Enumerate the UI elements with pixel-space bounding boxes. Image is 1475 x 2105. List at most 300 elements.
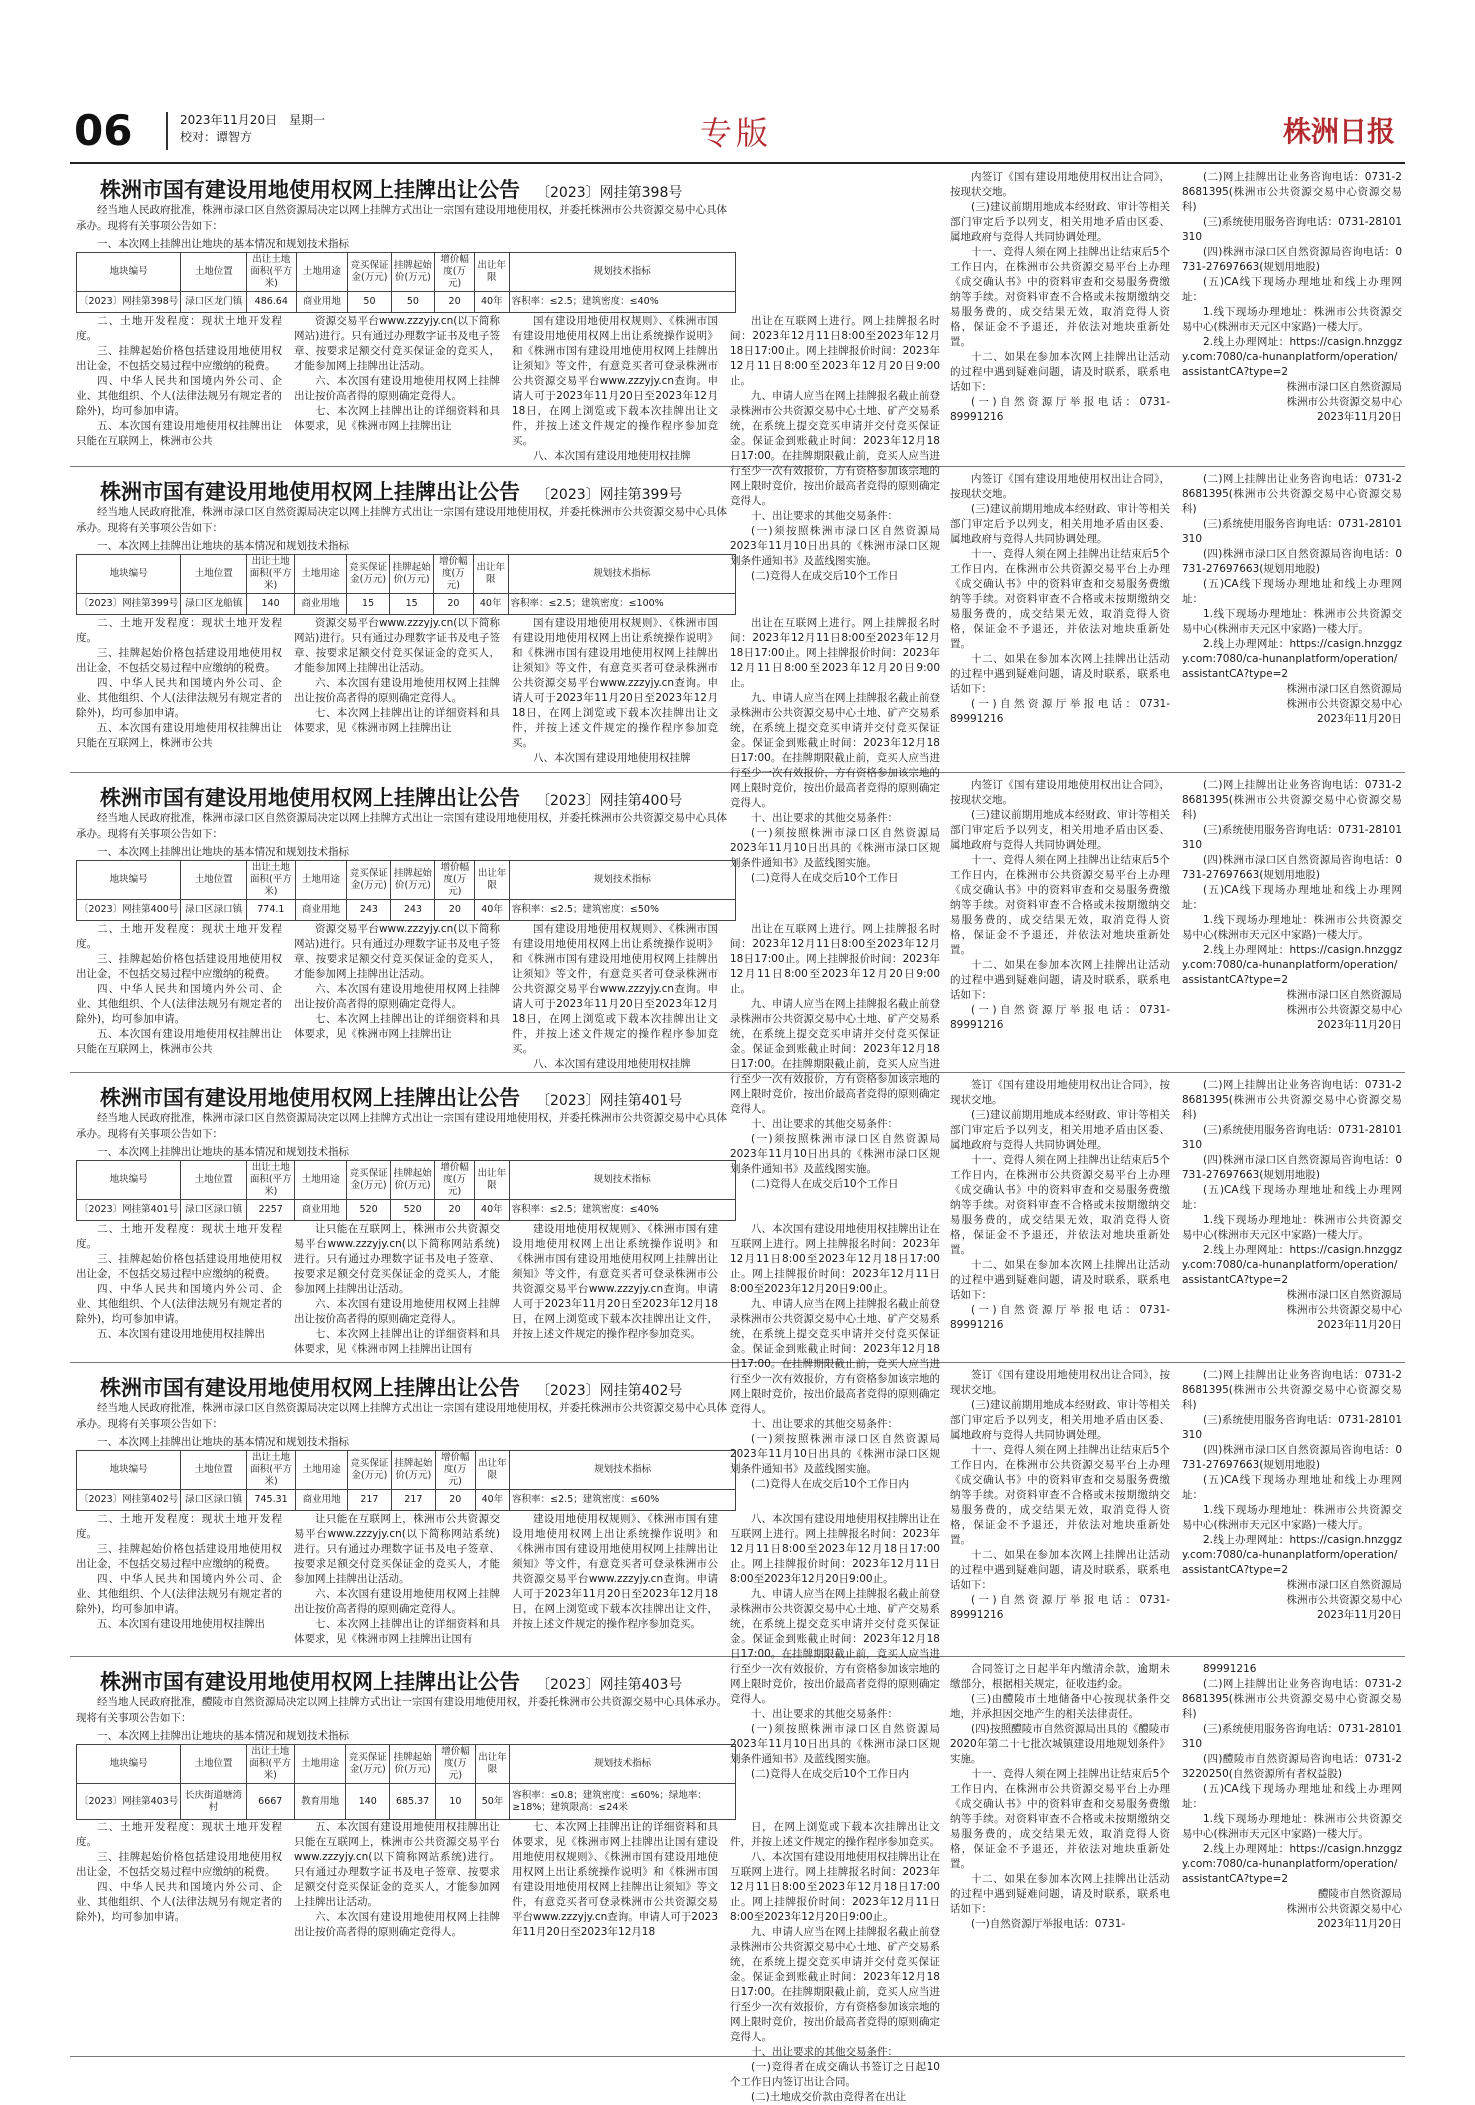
contact-text	[1182, 1368, 1402, 1578]
table-header: 地块编号	[77, 253, 181, 292]
notice-title	[100, 1372, 682, 1402]
table-header: 挂牌起始价(万元)	[391, 253, 434, 292]
notice-intro: 经当地人民政府批准，株洲市渌口区自然资源局决定以网上挂牌方式出让一宗国有建设用地使用权，并委托株洲市公共资源交易中心具体承办。现将有关事项公告如下：	[76, 204, 727, 232]
paragraph: (四)株洲市渌口区自然资源局咨询电话：0731-27697663(规划用地股)	[1182, 1444, 1402, 1471]
paragraph: 八、本次国有建设用地使用权挂牌	[533, 1058, 691, 1070]
table-header: 土地位置	[181, 1745, 246, 1784]
table-cell: 商业用地	[295, 900, 347, 921]
table-cell: 50年	[475, 1784, 509, 1820]
paragraph: (三)系统使用服务咨询电话：0731-28101310	[1182, 1723, 1402, 1750]
paragraph: 九、申请人应当在网上挂牌报名截止前登录株洲市公共资源交易中心土地、矿产交易系统，在系统上提交竞买申请并交付竞买保证金。保证金到账截止时间：2023年12月18日17:00。在挂牌期限截止前，竞买人应当进行至少一次有效报价，方有资格参加该宗地的网上限时竞价，按出价最高者竞得的原则确定竞得人。	[730, 1298, 940, 1415]
notice-title-text: 株洲市国有建设用地使用权网上挂牌出让公告	[100, 1376, 520, 1400]
paragraph: (三)系统使用服务咨询电话：0731-28101310	[1182, 216, 1402, 243]
parcel-table	[76, 1450, 736, 1511]
table-header: 地块编号	[77, 861, 181, 900]
notice-title	[100, 782, 682, 812]
body-column-2	[294, 314, 500, 462]
paragraph: 89991216	[1203, 1663, 1257, 1675]
paragraph: (一)须按照株洲市渌口区自然资源局2023年11月10日出具的《株洲市渌口区规划条件通知书》及蓝线图实施。	[730, 1133, 940, 1175]
paragraph: 内签订《国有建设用地使用权出让合同》，按现状交地。	[950, 473, 1170, 500]
table-cell: 容积率：≤2.5；建筑密度：≤40%	[509, 1200, 735, 1221]
table-cell: 长庆街道塘湾村	[181, 1784, 246, 1820]
paragraph: (二)竞得人在成交后10个工作日	[751, 872, 899, 884]
paragraph: 出让在互联网上进行。网上挂牌报名时间：2023年12月11日8:00至2023年12月18日17:00止。网上挂牌报价时间：2023年12月11日8:00至2023年12月20日9:00止。	[730, 617, 940, 689]
body-column-4	[730, 314, 940, 582]
paragraph: 九、申请人应当在网上挂牌报名截止前登录株洲市公共资源交易中心土地、矿产交易系统，在系统上提交竞买申请并交付竞买保证金。保证金到账截止时间：2023年12月18日17:00。在挂牌期限截止前，竞买人应当进行至少一次有效报价，方有资格参加该宗地的网上限时竞价，按出价最高者竞得的原则确定竞得人。	[730, 390, 940, 507]
table-header: 出让年限	[475, 861, 510, 900]
body-column-6	[1182, 1078, 1402, 1360]
table-header: 规划技术指标	[508, 555, 736, 594]
table-cell: 容积率：≤2.5；建筑密度：≤40%	[509, 292, 735, 313]
notice-intro: 经当地人民政府批准，醴陵市自然资源局决定以网上挂牌方式出让一宗国有建设用地使用权，并委托株洲市公共资源交易中心具体承办。现将有关事项公告如下：	[76, 1696, 727, 1724]
paragraph: (二)网上挂牌出让业务咨询电话：0731-28681395(株洲市公共资源交易中心资源交易科)	[1182, 473, 1402, 515]
paragraph: 四、中华人民共和国境内外公司、企业、其他组织、个人(法律法规另有规定者的除外)，均可参加申请。	[76, 1881, 282, 1923]
table-cell: 217	[347, 1490, 391, 1511]
table-header-row	[77, 253, 736, 292]
signature-line: 株洲市渌口区自然资源局	[1286, 381, 1402, 393]
table-header: 地块编号	[77, 1161, 181, 1200]
paragraph: 三、挂牌起始价格包括建设用地使用权出让金，不包括交易过程中应缴纳的税费。	[76, 647, 282, 674]
table-header: 挂牌起始价(万元)	[391, 1161, 435, 1200]
table-header: 挂牌起始价(万元)	[391, 1451, 435, 1490]
signature-line: 株洲市渌口区自然资源局	[1286, 989, 1402, 1001]
section-title: 专版	[700, 114, 773, 152]
paragraph: (一)竞得者在成交确认书签订之日起10个工作日内签订出让合同。	[730, 2061, 940, 2088]
body-column-4	[730, 1820, 940, 2103]
paragraph: 四、中华人民共和国境内外公司、企业、其他组织、个人(法律法规另有规定者的除外)，均可参加申请。	[76, 1283, 282, 1325]
table-cell: 渌口区渌口镇	[181, 900, 247, 921]
paragraph: 出让在互联网上进行。网上挂牌报名时间：2023年12月11日8:00至2023年12月18日17:00止。网上挂牌报价时间：2023年12月11日8:00至2023年12月20日9:00止。	[730, 315, 940, 387]
signature-date: 2023年11月20日	[1317, 1609, 1402, 1621]
paragraph: 资源交易平台www.zzzyjy.cn(以下简称网站)进行。只有通过办理数字证书及电子签章、按要求足额交付竞买保证金的竞买人，才能参加网上挂牌出让活动。	[294, 617, 500, 674]
paragraph: 十、出让要求的其他交易条件：	[751, 1708, 898, 1720]
paragraph: 四、中华人民共和国境内外公司、企业、其他组织、个人(法律法规另有规定者的除外)，均可参加申请。	[76, 375, 282, 417]
paragraph: 三、挂牌起始价格包括建设用地使用权出让金，不包括交易过程中应缴纳的税费。	[76, 953, 282, 980]
body-column-1	[76, 616, 282, 768]
paragraph: (三)由醴陵市土地储备中心按现状条件交地，并承担因交地产生的相关法律责任。	[950, 1693, 1170, 1720]
table-header: 土地位置	[181, 253, 247, 292]
paragraph: (三)系统使用服务咨询电话：0731-28101310	[1182, 1124, 1402, 1151]
table-header: 出让年限	[475, 1161, 510, 1200]
body-column-2	[294, 1820, 500, 2052]
table-cell: 685.37	[390, 1784, 436, 1820]
paragraph: (一)自然资源厅举报电话：0731-89991216	[950, 396, 1170, 423]
body-column-3	[512, 1820, 718, 2052]
table-caption: 一、本次网上挂牌出让地块的基本情况和规划技术指标	[97, 238, 349, 250]
table-cell: 50	[391, 292, 434, 313]
paragraph: 内签订《国有建设用地使用权出让合同》，按现状交地。	[950, 779, 1170, 806]
signature-line: 株洲市公共资源交易中心	[1286, 1004, 1402, 1016]
table-cell: 20	[435, 900, 475, 921]
paragraph: 四、中华人民共和国境内外公司、企业、其他组织、个人(法律法规另有规定者的除外)，均可参加申请。	[76, 677, 282, 719]
table-header: 规划技术指标	[510, 1451, 736, 1490]
table-header-row	[77, 1745, 736, 1784]
paragraph: 1.线下现场办理地址：株洲市公共资源交易中心(株洲市天元区中家路)一楼大厅。	[1182, 608, 1402, 635]
paragraph: (四)株洲市渌口区自然资源局咨询电话：0731-27697663(规划用地股)	[1182, 548, 1402, 575]
paragraph: 十、出让要求的其他交易条件：	[751, 510, 898, 522]
table-header: 土地位置	[181, 555, 247, 594]
paragraph: (五)CA线下现场办理地址和线上办理网址：	[1182, 276, 1402, 303]
table-row	[77, 1784, 736, 1820]
paragraph: 二、土地开发程度：现状土地开发程度。	[76, 1513, 282, 1540]
table-cell: 520	[391, 1200, 435, 1221]
table-cell: 520	[347, 1200, 391, 1221]
table-cell: 容积率：≤0.8；建筑密度：≤60%；绿地率：≥18%；建筑限高：≤24米	[510, 1784, 736, 1820]
paragraph: (一)自然资源厅举报电话：0731-	[971, 1918, 1126, 1930]
notice-intro: 经当地人民政府批准，株洲市渌口区自然资源局决定以网上挂牌方式出让一宗国有建设用地使用权，并委托株洲市公共资源交易中心具体承办。现将有关事项公告如下：	[76, 812, 727, 840]
table-cell: 渌口区龙门镇	[181, 292, 247, 313]
paragraph: (一)自然资源厅举报电话：0731-89991216	[950, 1004, 1170, 1031]
table-cell: 〔2023〕网挂第400号	[77, 900, 181, 921]
table-cell: 容积率：≤2.5；建筑密度：≤50%	[509, 900, 735, 921]
paragraph: (四)株洲市渌口区自然资源局咨询电话：0731-27697663(规划用地股)	[1182, 854, 1402, 881]
paragraph: 六、本次国有建设用地使用权网上挂牌出让按价高者得的原则确定竞得人。	[294, 1911, 500, 1938]
table-cell: 商业用地	[294, 594, 346, 615]
notice-title	[100, 476, 682, 506]
paragraph: 国有建设用地使用权规则》、《株洲市国有建设用地使用权网上出让系统操作说明》和《株洲市国有建设用地使用权网上挂牌出让须知》等文件，有意竞买者可登录株洲市公共资源交易平台www.zzzyjy.cn查询。申请人可于2023年11月20日至2023年12月18日，在网上浏览或下载本次挂牌出让文件，并按上述文件规定的操作程序参加竞买。	[512, 923, 718, 1055]
signature-line: 株洲市公共资源交易中心	[1286, 1304, 1402, 1316]
paragraph: 十一、竞得人须在网上挂牌出让结束后5个工作日内，在株洲市公共资源交易平台上办理《成交确认书》中的资料审查和交易服务费缴纳等手续。对资料审查不合格或未按期缴纳交易服务费的，成交结果无效，取消竞得人资格，保证金不予退还，并依法对地块重新处置。	[950, 1154, 1170, 1256]
body-column-3	[512, 922, 718, 1068]
table-header: 竞买保证金(万元)	[348, 253, 391, 292]
paragraph: (二)竞得人在成交后10个工作日	[751, 570, 899, 582]
paragraph: 出让在互联网上进行。网上挂牌报名时间：2023年12月11日8:00至2023年12月18日17:00止。网上挂牌报价时间：2023年12月11日8:00至2023年12月20日9:00止。	[730, 923, 940, 995]
table-header: 土地用途	[295, 1161, 347, 1200]
paragraph: (一)自然资源厅举报电话：0731-89991216	[950, 698, 1170, 725]
table-caption: 一、本次网上挂牌出让地块的基本情况和规划技术指标	[97, 1730, 349, 1742]
paragraph: 资源交易平台www.zzzyjy.cn(以下简称网站)进行。只有通过办理数字证书及电子签章、按要求足额交付竞买保证金的竞买人，才能参加网上挂牌出让活动。	[294, 315, 500, 372]
table-header: 土地用途	[296, 253, 348, 292]
notice-title-text: 株洲市国有建设用地使用权网上挂牌出让公告	[100, 1670, 520, 1694]
paragraph: (三)建议前期用地成本经财政、审计等相关部门审定后予以列支，相关用地矛盾由区委、属地政府与竞得人共同协调处理。	[950, 503, 1170, 545]
paragraph: 七、本次网上挂牌出让的详细资料和具体要求，见《株洲市网上挂牌出让	[294, 405, 500, 432]
paragraph: 五、本次国有建设用地使用权挂牌出	[97, 1328, 265, 1340]
newspaper-logo: 株洲日报	[1282, 115, 1395, 148]
table-row	[77, 1200, 736, 1221]
table-header: 出让土地面积(平方米)	[247, 555, 295, 594]
signature-date: 2023年11月20日	[1317, 411, 1402, 423]
table-header: 挂牌起始价(万元)	[391, 861, 435, 900]
table-header: 土地用途	[295, 861, 347, 900]
table-cell: 容积率：≤2.5；建筑密度：≤100%	[508, 594, 736, 615]
body-column-5	[950, 1078, 1170, 1358]
table-cell: 243	[347, 900, 391, 921]
paragraph: 1.线下现场办理地址：株洲市公共资源交易中心(株洲市天元区中家路)一楼大厅。	[1182, 306, 1402, 333]
paragraph: 二、土地开发程度：现状土地开发程度。	[76, 1821, 282, 1848]
paragraph: (二)竞得人在成交后10个工作日内	[751, 1478, 910, 1490]
paragraph: 二、土地开发程度：现状土地开发程度。	[76, 1223, 282, 1250]
table-cell: 40年	[475, 1200, 510, 1221]
paragraph: 八、本次国有建设用地使用权挂牌	[533, 752, 691, 764]
contact-text	[1182, 778, 1402, 988]
body-column-2	[294, 1222, 500, 1358]
paragraph: 签订《国有建设用地使用权出让合同》，按现状交地。	[950, 1079, 1170, 1106]
signature-line: 株洲市公共资源交易中心	[1286, 1594, 1402, 1606]
paragraph: 建设用地使用权规则》、《株洲市国有建设用地使用权网上出让系统操作说明》和《株洲市国有建设用地使用权网上挂牌出让须知》等文件，有意竞买者可登录株洲市公共资源交易平台www.zzzyjy.cn查询。申请人可于2023年11月20日至2023年12月18日，在网上浏览或下载本次挂牌出让文件，并按上述文件规定的操作程序参加竞买。	[512, 1513, 718, 1630]
table-header: 规划技术指标	[509, 861, 735, 900]
paragraph: 七、本次网上挂牌出让的详细资料和具体要求，见《株洲市网上挂牌出让国有	[294, 1328, 500, 1355]
paragraph: 六、本次国有建设用地使用权网上挂牌出让按价高者得的原则确定竞得人。	[294, 375, 500, 402]
paragraph: (三)建议前期用地成本经财政、审计等相关部门审定后予以列支，相关用地矛盾由区委、属地政府与竞得人共同协调处理。	[950, 1109, 1170, 1151]
body-column-2	[294, 1512, 500, 1652]
masthead-divider	[166, 112, 168, 150]
paragraph: (三)建议前期用地成本经财政、审计等相关部门审定后予以列支，相关用地矛盾由区委、属地政府与竞得人共同协调处理。	[950, 809, 1170, 851]
paragraph: 十一、竞得人须在网上挂牌出让结束后5个工作日内，在株洲市公共资源交易平台上办理《成交确认书》中的资料审查和交易服务费缴纳等手续。对资料审查不合格或未按期缴纳交易服务费的，成交结果无效，取消竞得人资格，保证金不予退还，并依法对地块重新处置。	[950, 854, 1170, 956]
paragraph: (三)系统使用服务咨询电话：0731-28101310	[1182, 518, 1402, 545]
paragraph: (二)竞得人在成交后10个工作日内	[751, 1768, 910, 1780]
masthead	[70, 104, 1405, 164]
paragraph: (一)须按照株洲市渌口区自然资源局2023年11月10日出具的《株洲市渌口区规划条件通知书》及蓝线图实施。	[730, 525, 940, 567]
paragraph: 十、出让要求的其他交易条件：	[751, 1118, 898, 1130]
notice-title-text: 株洲市国有建设用地使用权网上挂牌出让公告	[100, 480, 520, 504]
body-column-6	[1182, 1662, 1402, 2054]
table-header: 土地用途	[294, 1745, 345, 1784]
table-header: 地块编号	[77, 1745, 181, 1784]
paragraph: 十二、如果在参加本次网上挂牌出让活动的过程中遇到疑难问题，请及时联系，联系电话如下：	[950, 1259, 1170, 1301]
signature-line: 株洲市公共资源交易中心	[1286, 1903, 1402, 1915]
paragraph: 资源交易平台www.zzzyjy.cn(以下简称网站)进行。只有通过办理数字证书及电子签章、按要求足额交付竞买保证金的竞买人，才能参加网上挂牌出让活动。	[294, 923, 500, 980]
paragraph: 2.线上办理网址：https://casign.hnzggzy.com:7080/ca-hunanplatform/operation/assistantCA?type=2	[1182, 944, 1402, 986]
paragraph: 六、本次国有建设用地使用权网上挂牌出让按价高者得的原则确定竞得人。	[294, 677, 500, 704]
signature-line: 株洲市公共资源交易中心	[1286, 396, 1402, 408]
paragraph: 合同签订之日起半年内缴清余款，逾期未缴部分，根据相关规定，征收违约金。	[950, 1663, 1170, 1690]
paragraph: (一)须按照株洲市渌口区自然资源局2023年11月10日出具的《株洲市渌口区规划条件通知书》及蓝线图实施。	[730, 1433, 940, 1475]
paragraph: 十、出让要求的其他交易条件：	[751, 812, 898, 824]
table-cell: 2257	[247, 1200, 295, 1221]
body-column-1	[76, 314, 282, 462]
table-cell: 15	[346, 594, 390, 615]
signature-line: 株洲市公共资源交易中心	[1286, 698, 1402, 710]
table-cell: 渌口区龙船镇	[181, 594, 247, 615]
notice-number: 〔2023〕网挂第400号	[536, 793, 683, 809]
table-header: 规划技术指标	[510, 1745, 736, 1784]
paragraph: 十一、竞得人须在网上挂牌出让结束后5个工作日内，在株洲市公共资源交易平台上办理《成交确认书》中的资料审查和交易服务费缴纳等手续。对资料审查不合格或未按期缴纳交易服务费的，成交结果无效，取消竞得人资格，保证金不予退还，并依法对地块重新处置。	[950, 548, 1170, 650]
paragraph: (二)竞得人在成交后10个工作日	[751, 1178, 899, 1190]
masthead-meta	[180, 112, 325, 146]
table-header: 增价幅度(万元)	[436, 1745, 476, 1784]
body-column-2	[294, 616, 500, 768]
paragraph: 八、本次国有建设用地使用权挂牌出让在互联网上进行。网上挂牌报名时间：2023年12月11日8:00至2023年12月18日17:00止。网上挂牌报价时间：2023年12月11日8:00至2023年12月20日9:00止。	[730, 1223, 940, 1295]
parcel-table	[76, 860, 736, 921]
table-header: 增价幅度(万元)	[433, 555, 473, 594]
table-cell: 〔2023〕网挂第398号	[77, 292, 181, 313]
body-column-6	[1182, 778, 1402, 1070]
paragraph: 五、本次国有建设用地使用权挂牌出让只能在互联网上，株洲市公共	[76, 722, 282, 749]
table-cell: 40年	[475, 1490, 509, 1511]
signature-block	[1182, 1578, 1402, 1623]
body-column-3	[512, 314, 718, 462]
paragraph: (五)CA线下现场办理地址和线上办理网址：	[1182, 1474, 1402, 1501]
table-cell: 渌口区渌口镇	[181, 1200, 247, 1221]
contact-text	[1182, 170, 1402, 380]
paragraph: (五)CA线下现场办理地址和线上办理网址：	[1182, 1783, 1402, 1810]
body-column-6	[1182, 1368, 1402, 1654]
notice-number: 〔2023〕网挂第399号	[536, 487, 683, 503]
table-cell: 渌口区渌口镇	[181, 1490, 247, 1511]
table-caption: 一、本次网上挂牌出让地块的基本情况和规划技术指标	[97, 1436, 349, 1448]
body-column-3	[512, 1512, 718, 1652]
paragraph: (五)CA线下现场办理地址和线上办理网址：	[1182, 1184, 1402, 1211]
table-cell: 商业用地	[295, 1200, 347, 1221]
paragraph: 十、出让要求的其他交易条件：	[751, 2046, 898, 2058]
paragraph: 2.线上办理网址：https://casign.hnzggzy.com:7080/ca-hunanplatform/operation/assistantCA?type=2	[1182, 1534, 1402, 1576]
paragraph: 二、土地开发程度：现状土地开发程度。	[76, 923, 282, 950]
table-header: 竞买保证金(万元)	[346, 555, 390, 594]
table-header: 挂牌起始价(万元)	[390, 555, 434, 594]
table-row	[77, 1490, 736, 1511]
body-column-5	[950, 1662, 1170, 2052]
paragraph: 五、本次国有建设用地使用权挂牌出让只能在互联网上，株洲市公共资源交易平台www.zzzyjy.cn(以下简称网站系统)进行。只有通过办理数字证书及电子签章、按要求足额交付竞买保证金的竞买人，才能参加网上挂牌出让活动。	[294, 1821, 500, 1908]
paragraph: 三、挂牌起始价格包括建设用地使用权出让金，不包括交易过程中应缴纳的税费。	[76, 1851, 282, 1878]
table-header: 出让年限	[475, 1451, 509, 1490]
body-column-5	[950, 1368, 1170, 1652]
paragraph: 1.线下现场办理地址：株洲市公共资源交易中心(株洲市天元区中家路)一楼大厅。	[1182, 1214, 1402, 1241]
paragraph: 五、本次国有建设用地使用权挂牌出让只能在互联网上，株洲市公共	[76, 420, 282, 447]
table-cell: 〔2023〕网挂第399号	[77, 594, 181, 615]
notice-number: 〔2023〕网挂第398号	[536, 185, 683, 201]
paragraph: 三、挂牌起始价格包括建设用地使用权出让金，不包括交易过程中应缴纳的税费。	[76, 1253, 282, 1280]
table-cell: 容积率：≤2.5；建筑密度：≤60%	[510, 1490, 736, 1511]
table-header-row	[77, 861, 736, 900]
table-cell: 20	[433, 594, 473, 615]
parcel-table	[76, 1744, 736, 1820]
signature-date: 2023年11月20日	[1317, 1319, 1402, 1331]
paragraph: 十二、如果在参加本次网上挂牌出让活动的过程中遇到疑难问题，请及时联系，联系电话如下：	[950, 1549, 1170, 1591]
signature-block	[1182, 380, 1402, 425]
date-line: 2023年11月20日 星期一	[180, 113, 326, 127]
paragraph: 1.线下现场办理地址：株洲市公共资源交易中心(株洲市天元区中家路)一楼大厅。	[1182, 1813, 1402, 1840]
table-header: 出让年限	[475, 1745, 509, 1784]
body-column-1	[76, 1512, 282, 1652]
paragraph: 2.线上办理网址：https://casign.hnzggzy.com:7080/ca-hunanplatform/operation/assistantCA?type=2	[1182, 1244, 1402, 1286]
paragraph: (一)自然资源厅举报电话：0731-89991216	[950, 1304, 1170, 1331]
signature-line: 株洲市渌口区自然资源局	[1286, 1289, 1402, 1301]
table-cell: 20	[435, 292, 475, 313]
table-header: 地块编号	[77, 1451, 181, 1490]
notice-title-text: 株洲市国有建设用地使用权网上挂牌出让公告	[100, 178, 520, 202]
notice-number: 〔2023〕网挂第401号	[536, 1093, 683, 1109]
table-header: 土地位置	[181, 1161, 247, 1200]
table-cell: 15	[390, 594, 434, 615]
body-column-4	[730, 616, 940, 884]
paragraph: 九、申请人应当在网上挂牌报名截止前登录株洲市公共资源交易中心土地、矿产交易系统，在系统上提交竞买申请并交付竞买保证金。保证金到账截止时间：2023年12月18日17:00。在挂牌期限截止前，竞买人应当进行至少一次有效报价，方有资格参加该宗地的网上限时竞价，按出价最高者竞得的原则确定竞得人。	[730, 1926, 940, 2043]
table-header: 出让土地面积(平方米)	[246, 1745, 294, 1784]
paragraph: (五)CA线下现场办理地址和线上办理网址：	[1182, 884, 1402, 911]
paragraph: 七、本次网上挂牌出让的详细资料和具体要求，见《株洲市网上挂牌出让国有建设用地使用权规则》、《株洲市国有建设用地使用权网上出让系统操作说明》和《株洲市国有建设用地使用权网上挂牌出让须知》等文件，有意竞买者可登录株洲市公共资源交易平台www.zzzyjy.cn查询。申请人可于2023年11月20日至2023年12月18	[512, 1821, 719, 1938]
body-column-3	[512, 616, 718, 768]
table-cell: 〔2023〕网挂第402号	[77, 1490, 181, 1511]
table-cell: 243	[391, 900, 435, 921]
paragraph: 二、土地开发程度：现状土地开发程度。	[76, 315, 282, 342]
paragraph: 1.线下现场办理地址：株洲市公共资源交易中心(株洲市天元区中家路)一楼大厅。	[1182, 914, 1402, 941]
table-header: 土地用途	[296, 1451, 348, 1490]
contact-text	[1182, 472, 1402, 682]
paragraph: 六、本次国有建设用地使用权网上挂牌出让按价高者得的原则确定竞得人。	[294, 1298, 500, 1325]
contact-text	[1182, 1662, 1402, 1887]
paragraph: 十二、如果在参加本次网上挂牌出让活动的过程中遇到疑难问题，请及时联系，联系电话如下：	[950, 959, 1170, 1001]
paragraph: 六、本次国有建设用地使用权网上挂牌出让按价高者得的原则确定竞得人。	[294, 1588, 500, 1615]
paragraph: 八、本次国有建设用地使用权挂牌	[533, 450, 691, 462]
paragraph: 七、本次网上挂牌出让的详细资料和具体要求，见《株洲市网上挂牌出让	[294, 707, 500, 734]
table-header: 挂牌起始价(万元)	[390, 1745, 436, 1784]
table-caption: 一、本次网上挂牌出让地块的基本情况和规划技术指标	[97, 846, 349, 858]
notice-intro: 经当地人民政府批准，株洲市渌口区自然资源局决定以网上挂牌方式出让一宗国有建设用地使用权，并委托株洲市公共资源交易中心具体承办。现将有关事项公告如下：	[76, 1112, 727, 1140]
page-number: 06	[74, 106, 133, 155]
notice-title	[100, 1666, 682, 1696]
table-header: 竞买保证金(万元)	[346, 1745, 390, 1784]
paragraph: (四)株洲市渌口区自然资源局咨询电话：0731-27697663(规划用地股)	[1182, 1154, 1402, 1181]
table-header: 规划技术指标	[509, 1161, 735, 1200]
paragraph: (二)网上挂牌出让业务咨询电话：0731-28681395(株洲市公共资源交易中心资源交易科)	[1182, 1369, 1402, 1411]
paragraph: 九、申请人应当在网上挂牌报名截止前登录株洲市公共资源交易中心土地、矿产交易系统，在系统上提交竞买申请并交付竞买保证金。保证金到账截止时间：2023年12月18日17:00。在挂牌期限截止前，竞买人应当进行至少一次有效报价，方有资格参加该宗地的网上限时竞价，按出价最高者竞得的原则确定竞得人。	[730, 1588, 940, 1705]
body-column-5	[950, 778, 1170, 1068]
paragraph: 2.线上办理网址：https://casign.hnzggzy.com:7080/ca-hunanplatform/operation/assistantCA?type=2	[1182, 1843, 1402, 1885]
paragraph: 签订《国有建设用地使用权出让合同》，按现状交地。	[950, 1369, 1170, 1396]
notice-title	[100, 174, 682, 204]
paragraph: 让只能在互联网上，株洲市公共资源交易平台www.zzzyjy.cn(以下简称网站系统)进行。只有通过办理数字证书及电子签章、按要求足额交付竞买保证金的竞买人，才能参加网上挂牌出让活动。	[294, 1513, 500, 1585]
paragraph: 二、土地开发程度：现状土地开发程度。	[76, 617, 282, 644]
table-header: 规划技术指标	[509, 253, 735, 292]
table-header: 土地位置	[181, 1451, 247, 1490]
paragraph: 六、本次国有建设用地使用权网上挂牌出让按价高者得的原则确定竞得人。	[294, 983, 500, 1010]
paragraph: (四)株洲市渌口区自然资源局咨询电话：0731-27697663(规划用地股)	[1182, 246, 1402, 273]
paragraph: 十一、竞得人须在网上挂牌出让结束后5个工作日内，在株洲市公共资源交易平台上办理《成交确认书》中的资料审查和交易服务费缴纳等手续。对资料审查不合格或未按期缴纳交易服务费的，成交结果无效，取消竞得人资格，保证金不予退还，并依法对地块重新处置。	[950, 246, 1170, 348]
paragraph: (二)网上挂牌出让业务咨询电话：0731-28681395(株洲市公共资源交易中心资源交易科)	[1182, 1079, 1402, 1121]
table-cell: 〔2023〕网挂第401号	[77, 1200, 181, 1221]
paragraph: 八、本次国有建设用地使用权挂牌出让在互联网上进行。网上挂牌报名时间：2023年12月11日8:00至2023年12月18日17:00止。网上挂牌报价时间：2023年12月11日8:00至2023年12月20日9:00止。	[730, 1513, 940, 1585]
table-header: 出让土地面积(平方米)	[246, 1451, 295, 1490]
table-cell: 40年	[473, 594, 508, 615]
paragraph: 十一、竞得人须在网上挂牌出让结束后5个工作日内，在株洲市公共资源交易平台上办理《成交确认书》中的资料审查和交易服务费缴纳等手续。对资料审查不合格或未按期缴纳交易服务费的，成交结果无效，取消竞得人资格，保证金不予退还，并依法对地块重新处置。	[950, 1768, 1170, 1870]
signature-block	[1182, 988, 1402, 1033]
paragraph: 十二、如果在参加本次网上挂牌出让活动的过程中遇到疑难问题，请及时联系，联系电话如下：	[950, 1873, 1170, 1915]
paragraph: (五)CA线下现场办理地址和线上办理网址：	[1182, 578, 1402, 605]
table-row	[77, 900, 736, 921]
signature-line: 醴陵市自然资源局	[1318, 1888, 1402, 1900]
table-cell: 商业用地	[296, 1490, 348, 1511]
table-header: 出让年限	[475, 253, 510, 292]
paragraph: 2.线上办理网址：https://casign.hnzggzy.com:7080/ca-hunanplatform/operation/assistantCA?type=2	[1182, 336, 1402, 378]
table-header: 竞买保证金(万元)	[347, 1451, 391, 1490]
table-header: 土地位置	[181, 861, 247, 900]
paragraph: (三)建议前期用地成本经财政、审计等相关部门审定后予以列支，相关用地矛盾由区委、属地政府与竞得人共同协调处理。	[950, 1399, 1170, 1441]
paragraph: (一)须按照株洲市渌口区自然资源局2023年11月10日出具的《株洲市渌口区规划条件通知书》及蓝线图实施。	[730, 827, 940, 869]
table-cell: 40年	[475, 292, 510, 313]
table-header-row	[77, 1451, 736, 1490]
notice-title	[100, 1082, 682, 1112]
table-cell: 40年	[475, 900, 510, 921]
table-cell: 商业用地	[296, 292, 348, 313]
body-column-6	[1182, 170, 1402, 464]
table-cell: 〔2023〕网挂第403号	[77, 1784, 181, 1820]
paragraph: 四、中华人民共和国境内外公司、企业、其他组织、个人(法律法规另有规定者的除外)，均可参加申请。	[76, 983, 282, 1025]
paragraph: (一)须按照株洲市渌口区自然资源局2023年11月10日出具的《株洲市渌口区规划条件通知书》及蓝线图实施。	[730, 1723, 940, 1765]
notice-title-text: 株洲市国有建设用地使用权网上挂牌出让公告	[100, 786, 520, 810]
table-cell: 140	[247, 594, 295, 615]
paragraph: 五、本次国有建设用地使用权挂牌出	[97, 1618, 265, 1630]
notice-intro: 经当地人民政府批准，株洲市渌口区自然资源局决定以网上挂牌方式出让一宗国有建设用地使用权，并委托株洲市公共资源交易中心具体承办。现将有关事项公告如下：	[76, 1402, 727, 1430]
body-column-5	[950, 472, 1170, 768]
table-cell: 50	[348, 292, 391, 313]
table-cell: 745.31	[246, 1490, 295, 1511]
table-header: 出让土地面积(平方米)	[247, 253, 296, 292]
contact-text	[1182, 1078, 1402, 1288]
table-header: 竞买保证金(万元)	[347, 861, 391, 900]
notice-intro: 经当地人民政府批准，株洲市渌口区自然资源局决定以网上挂牌方式出让一宗国有建设用地使用权，并委托株洲市公共资源交易中心具体承办。现将有关事项公告如下：	[76, 506, 727, 534]
paragraph: (三)系统使用服务咨询电话：0731-28101310	[1182, 824, 1402, 851]
table-cell: 6667	[246, 1784, 294, 1820]
table-header: 增价幅度(万元)	[435, 1161, 475, 1200]
